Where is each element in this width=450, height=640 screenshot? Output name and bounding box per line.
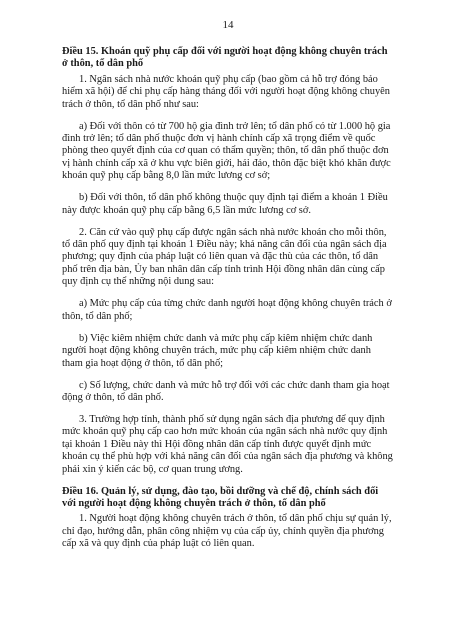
paragraph: 3. Trường hợp tỉnh, thành phố sử dụng ngân sách địa phương để quy định mức khoán quỹ phụ cấp cao hơn mức khoán của ngân sách nhà nước quy định tại khoản 1 Điều này thì Hội đồng nhân dân cấp tỉnh được quyết định mức khoán cụ thể phù hợp với khả năng cân đối của ngân sách địa phương và không phải xin ý kiến các bộ, cơ quan trung ương. [62, 413, 393, 475]
article-heading: Điều 16. Quản lý, sử dụng, đào tạo, bồi dưỡng và chế độ, chính sách đối với người hoạt động không chuyên trách ở thôn, tổ dân phố [62, 485, 379, 509]
article-heading: Điều 15. Khoán quỹ phụ cấp đối với người hoạt động không chuyên trách ở thôn, tổ dân phố [62, 46, 388, 70]
document-body [62, 46, 394, 551]
paragraph: b) Đối với thôn, tổ dân phố không thuộc quy định tại điểm a khoản 1 Điều này được khoán quỹ phụ cấp bằng 6,5 lần mức lương cơ sở. [62, 192, 388, 216]
article-16 [62, 486, 394, 551]
paragraph: 1. Người hoạt động không chuyên trách ở thôn, tổ dân phố chịu sự quản lý, chỉ đạo, hướng dẫn, phân công nhiệm vụ của cấp ủy, chính quyền địa phương cấp xã và quy định của pháp luật có liên quan. [62, 513, 392, 550]
paragraph: a) Mức phụ cấp của từng chức danh người hoạt động không chuyên trách ở thôn, tổ dân phố; [62, 298, 392, 322]
paragraph: 2. Căn cứ vào quỹ phụ cấp được ngân sách nhà nước khoán cho mỗi thôn, tổ dân phố quy định tại khoản 1 Điều này; khả năng cân đối của ngân sách địa phương; quy định của pháp luật có liên quan và đặc thù của các thôn, tổ dân phố trên địa bàn, Ủy ban nhân dân cấp tỉnh trình Hội đồng nhân dân cùng cấp quy định cụ thể những nội dung sau: [62, 226, 387, 288]
article-15 [62, 46, 394, 476]
paragraph: 1. Ngân sách nhà nước khoán quỹ phụ cấp (bao gồm cả hỗ trợ đóng bảo hiểm xã hội) để chi phụ cấp hàng tháng đối với người hoạt động không chuyên trách ở thôn, tổ dân phố như sau: [62, 73, 390, 110]
paragraph: b) Việc kiêm nhiệm chức danh và mức phụ cấp kiêm nhiệm chức danh người hoạt động không chuyên trách, mức phụ cấp kiêm nhiệm chức danh tham gia hoạt động ở thôn, tổ dân phố; [62, 332, 373, 369]
paragraph: a) Đối với thôn có từ 700 hộ gia đình trở lên; tổ dân phố có từ 1.000 hộ gia đình trở lên; tổ dân phố thuộc đơn vị hành chính cấp xã trọng điểm về quốc phòng theo quyết định của cơ quan có thẩm quyền; thôn, tổ dân phố thuộc đơn vị hành chính cấp xã ở khu vực biên giới, hải đảo, thôn đặc biệt khó khăn được khoán quỹ phụ cấp bằng 8,0 lần mức lương cơ sở; [62, 120, 391, 182]
page-number: 14 [222, 19, 234, 31]
paragraph: c) Số lượng, chức danh và mức hỗ trợ đối với các chức danh tham gia hoạt động ở thôn, tổ dân phố. [62, 379, 390, 403]
